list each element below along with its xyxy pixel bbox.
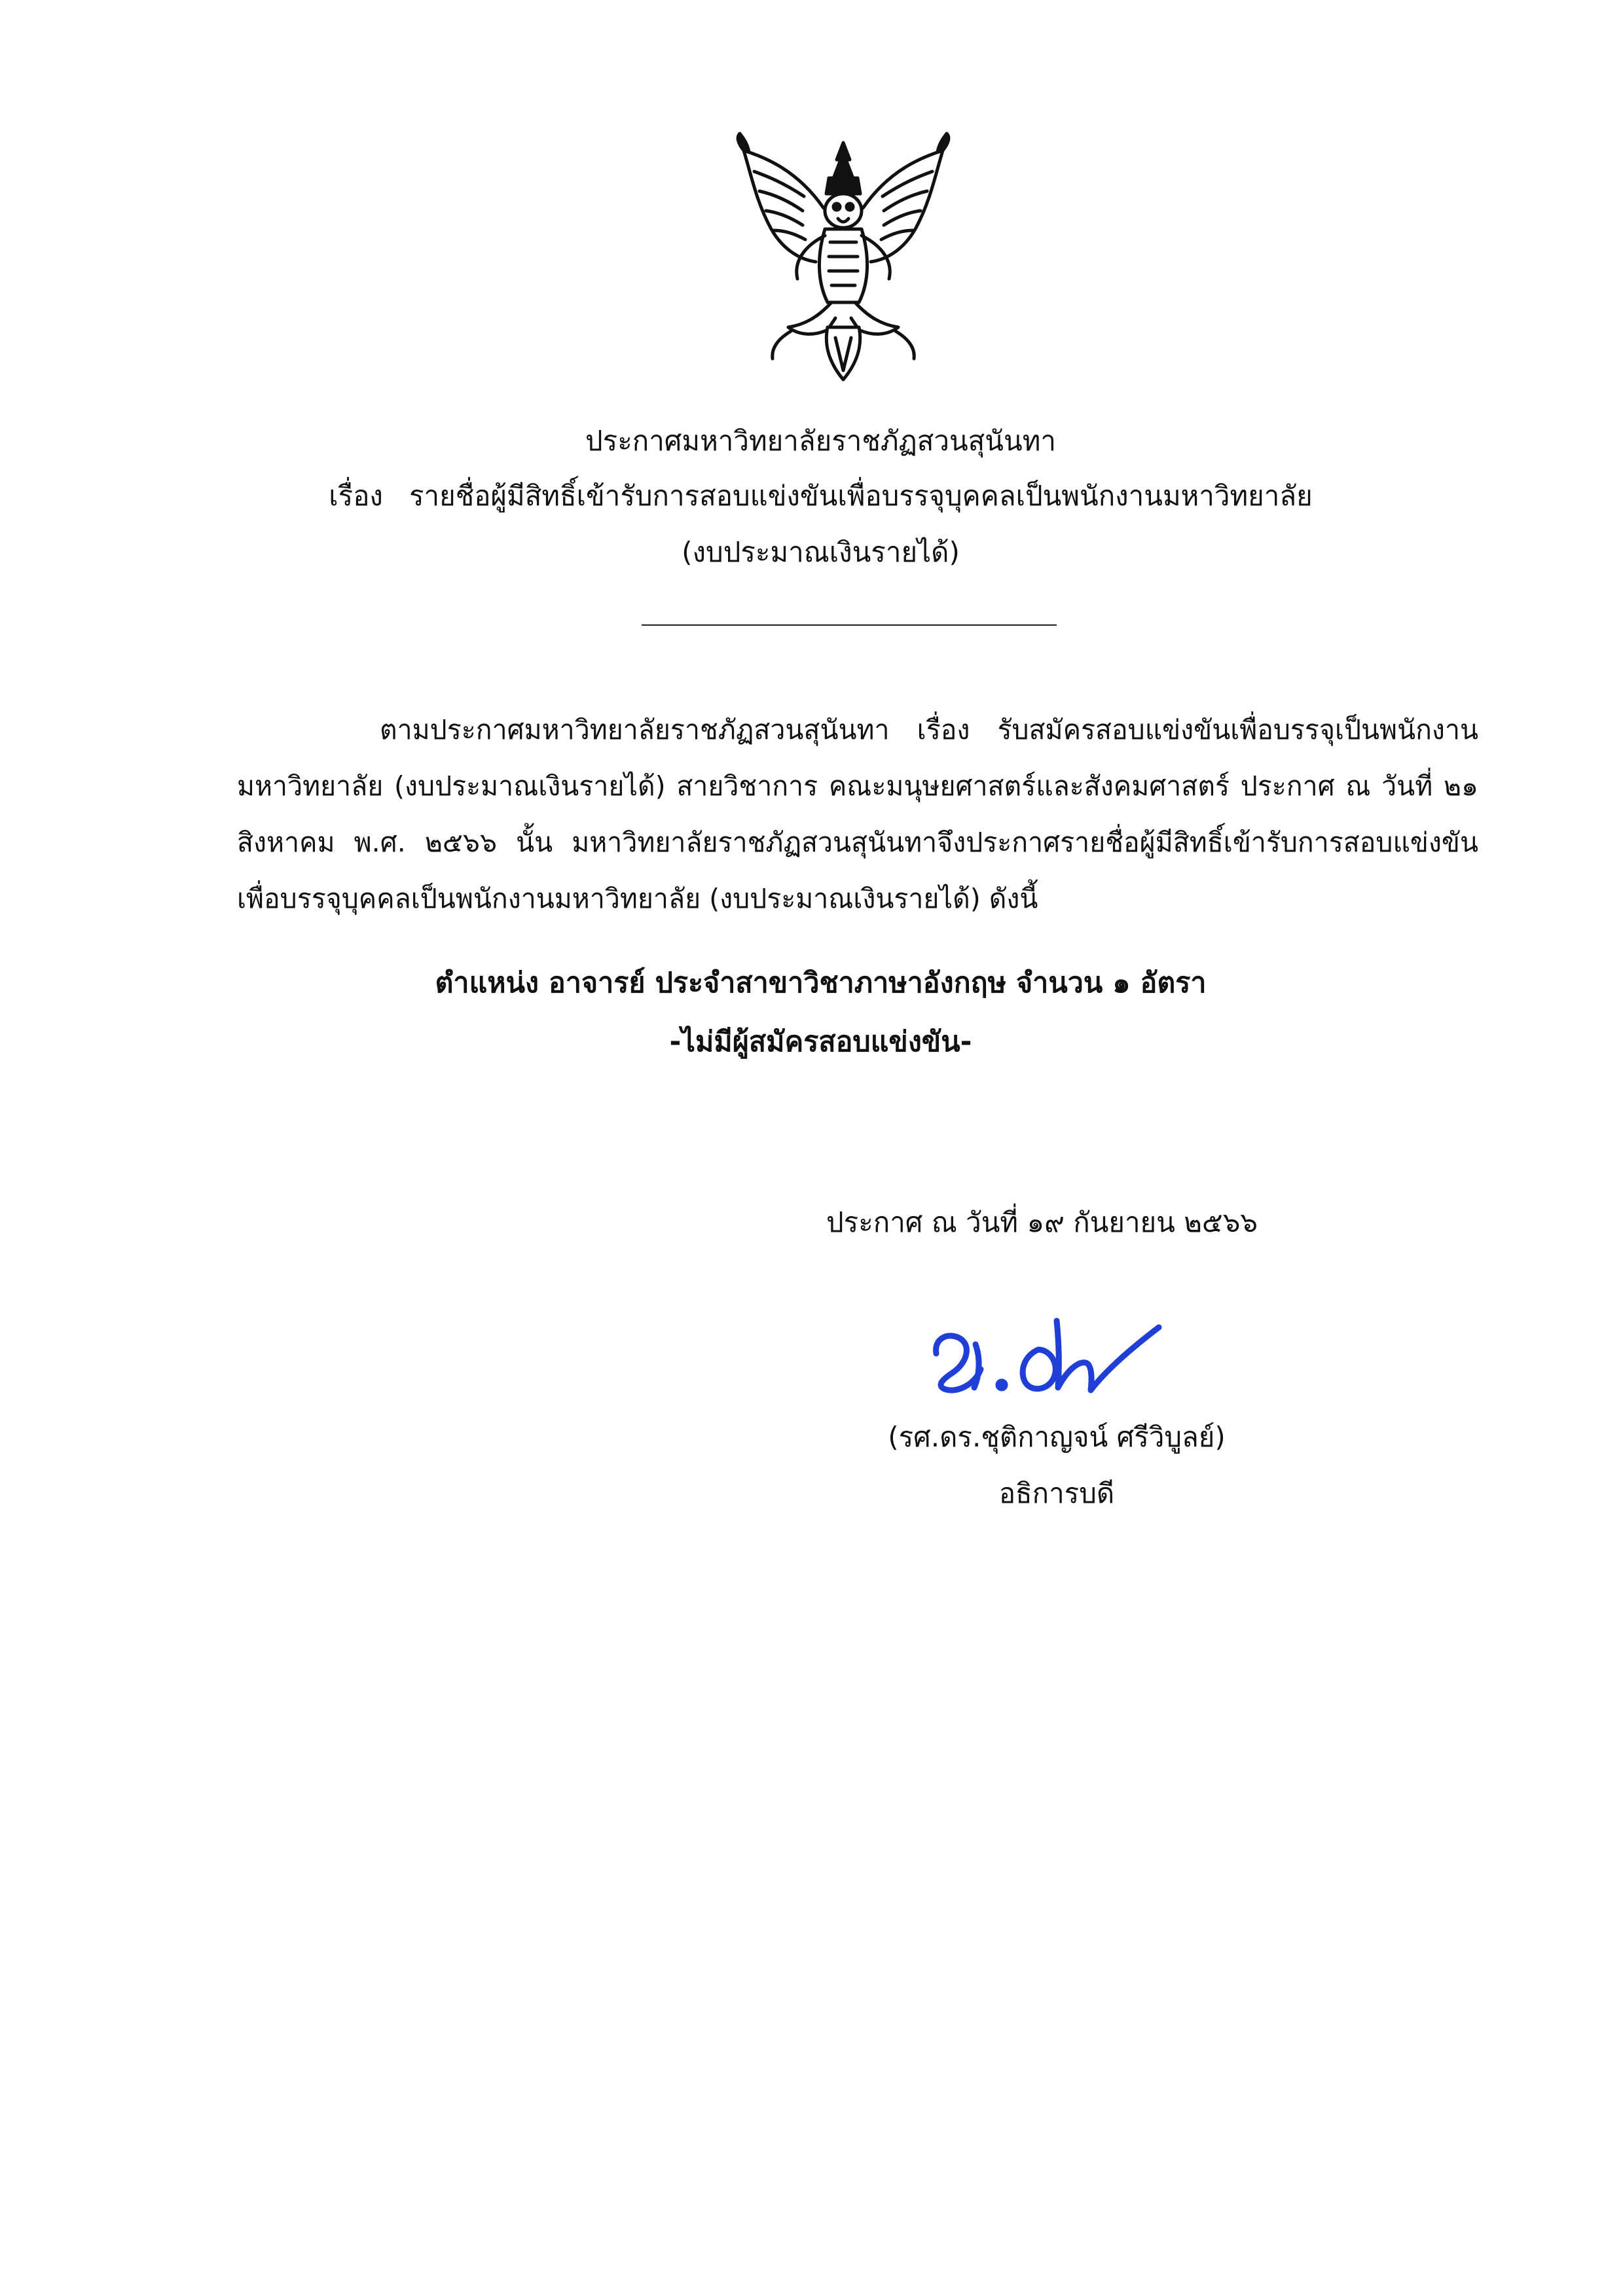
announcement-subject: รายชื่อผู้มีสิทธิ์เข้ารับการสอบแข่งขันเพื่อบรรจุบุคคลเป็นพนักงานมหาวิทยาลัย [409, 480, 1313, 512]
body-line: ตามประกาศมหาวิทยาลัยราชภัฏสวนสุนันทา เรื่อง รับสมัครสอบแข่งขันเพื่อบรรจุเป็นพนักงาน [380, 714, 1478, 745]
subject-note: (งบประมาณเงินรายได้) [682, 536, 960, 568]
position-status: -ไม่มีผู้สมัครสอบแข่งขัน- [669, 1026, 972, 1058]
body-paragraph [237, 702, 1478, 927]
body-line: มหาวิทยาลัย (งบประมาณเงินรายได้) สายวิชาการ คณะมนุษยศาสตร์และสังคมศาสตร์ ประกาศ ณ วันที่ ๒๑ [237, 770, 1478, 802]
announce-date: ประกาศ ณ วันที่ ๑๙ กันยายน ๒๕๖๖ [826, 1206, 1258, 1238]
position-title: ตำแหน่ง อาจารย์ ประจำสาขาวิชาภาษาอังกฤษ จำนวน ๑ อัตรา [435, 967, 1207, 999]
garuda-emblem-icon [725, 131, 961, 386]
announcement-title: ประกาศมหาวิทยาลัยราชภัฏสวนสุนันทา [585, 425, 1056, 457]
announcement-subject-line [9, 476, 1623, 516]
header-divider [642, 624, 1057, 626]
body-line: เพื่อบรรจุบุคคลเป็นพนักงานมหาวิทยาลัย (งบประมาณเงินรายได้) ดังนี้ [237, 883, 1038, 914]
signature-icon [910, 1282, 1198, 1406]
signer-title: อธิการบดี [998, 1477, 1115, 1509]
body-line: สิงหาคม พ.ศ. ๒๕๖๖ นั้น มหาวิทยาลัยราชภัฏสวนสุนันทาจึงประกาศรายชื่อผู้มีสิทธิ์เข้ารับการสอบแข่งขัน [237, 827, 1478, 858]
signer-name: (รศ.ดร.ชุติกาญจน์ ศรีวิบูลย์) [888, 1421, 1226, 1453]
subject-label: เรื่อง [329, 480, 383, 512]
